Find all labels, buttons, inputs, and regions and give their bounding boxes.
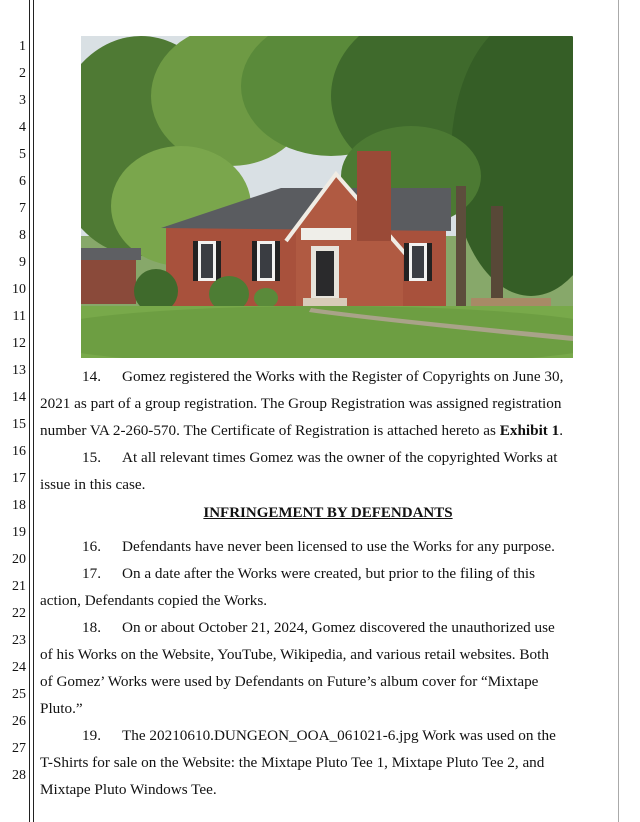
paragraph-text: Defendants have never been licensed to use the Works for any purpose. bbox=[122, 538, 555, 555]
line-number: 5 bbox=[19, 147, 26, 162]
paragraph-19-line-2: T-Shirts for sale on the Website: the Mixtape Pluto Tee 1, Mixtape Pluto Tee 2, and bbox=[40, 754, 545, 771]
line-number: 12 bbox=[12, 336, 26, 351]
line-number: 23 bbox=[12, 633, 26, 648]
paragraph-17-line-1 bbox=[82, 565, 640, 583]
paragraph-15-line-1 bbox=[82, 449, 640, 467]
paragraph-number: 16. bbox=[82, 538, 101, 555]
paragraph-text: The 20210610.DUNGEON_OOA_061021-6.jpg Work was used on the bbox=[122, 727, 556, 744]
paragraph-14-line-3 bbox=[40, 422, 614, 440]
line-number: 15 bbox=[12, 417, 26, 432]
line-number: 19 bbox=[12, 525, 26, 540]
line-number: 26 bbox=[12, 714, 26, 729]
line-number: 24 bbox=[12, 660, 26, 675]
line-number: 27 bbox=[12, 741, 26, 756]
line-number: 22 bbox=[12, 606, 26, 621]
line-number: 3 bbox=[19, 93, 26, 108]
line-number: 21 bbox=[12, 579, 26, 594]
paragraph-18-line-1 bbox=[82, 619, 640, 637]
house-illustration bbox=[81, 36, 573, 358]
line-number: 9 bbox=[19, 255, 26, 270]
paragraph-15-line-2: issue in this case. bbox=[40, 476, 146, 493]
paragraph-14-line-1 bbox=[82, 368, 640, 386]
paragraph-18-line-3: of Gomez’ Works were used by Defendants on Future’s album cover for “Mixtape bbox=[40, 673, 539, 690]
paragraph-text: At all relevant times Gomez was the owner of the copyrighted Works at bbox=[122, 449, 558, 466]
line-number: 28 bbox=[12, 768, 26, 783]
paragraph-18-line-2: of his Works on the Website, YouTube, Wikipedia, and various retail websites. Both bbox=[40, 646, 549, 663]
line-number: 1 bbox=[19, 39, 26, 54]
paragraph-19-line-1 bbox=[82, 727, 640, 745]
left-margin-rule-2 bbox=[33, 0, 34, 822]
line-number: 6 bbox=[19, 174, 26, 189]
paragraph-16-line-1 bbox=[82, 538, 640, 556]
paragraph-text: . bbox=[559, 422, 564, 439]
paragraph-number: 18. bbox=[82, 619, 101, 636]
paragraph-number: 17. bbox=[82, 565, 101, 582]
paragraph-17-line-2: action, Defendants copied the Works. bbox=[40, 592, 268, 609]
line-number: 8 bbox=[19, 228, 26, 243]
paragraph-number: 15. bbox=[82, 449, 101, 466]
line-number: 17 bbox=[12, 471, 26, 486]
left-margin-rule-1 bbox=[29, 0, 30, 822]
paragraph-text: Gomez registered the Works with the Register of Copyrights on June 30, bbox=[122, 368, 564, 385]
paragraph-text: number VA 2-260-570. The Certificate of Registration is attached hereto as bbox=[40, 422, 500, 439]
section-heading: INFRINGEMENT BY DEFENDANTS bbox=[203, 505, 453, 521]
paragraph-text: On a date after the Works were created, but prior to the filing of this bbox=[122, 565, 536, 582]
paragraph-19-line-3: Mixtape Pluto Windows Tee. bbox=[40, 781, 217, 798]
line-number: 20 bbox=[12, 552, 26, 567]
line-number: 4 bbox=[19, 120, 26, 135]
line-number: 25 bbox=[12, 687, 26, 702]
line-number: 10 bbox=[12, 282, 26, 297]
line-number: 16 bbox=[12, 444, 26, 459]
brick-house-photo bbox=[81, 36, 573, 358]
line-number: 11 bbox=[12, 309, 26, 324]
paragraph-text: On or about October 21, 2024, Gomez discovered the unauthorized use bbox=[122, 619, 555, 636]
line-number: 2 bbox=[19, 66, 26, 81]
exhibit-reference: Exhibit 1 bbox=[499, 422, 560, 439]
paragraph-number: 14. bbox=[82, 368, 101, 385]
paragraph-number: 19. bbox=[82, 727, 101, 744]
line-number: 18 bbox=[12, 498, 26, 513]
paragraph-18-line-4: Pluto.” bbox=[40, 700, 83, 717]
line-number: 7 bbox=[19, 201, 26, 216]
paragraph-14-line-2: 2021 as part of a group registration. The Group Registration was assigned registration bbox=[40, 395, 562, 412]
line-number: 13 bbox=[12, 363, 26, 378]
right-margin-rule bbox=[618, 0, 619, 822]
line-number: 14 bbox=[12, 390, 26, 405]
